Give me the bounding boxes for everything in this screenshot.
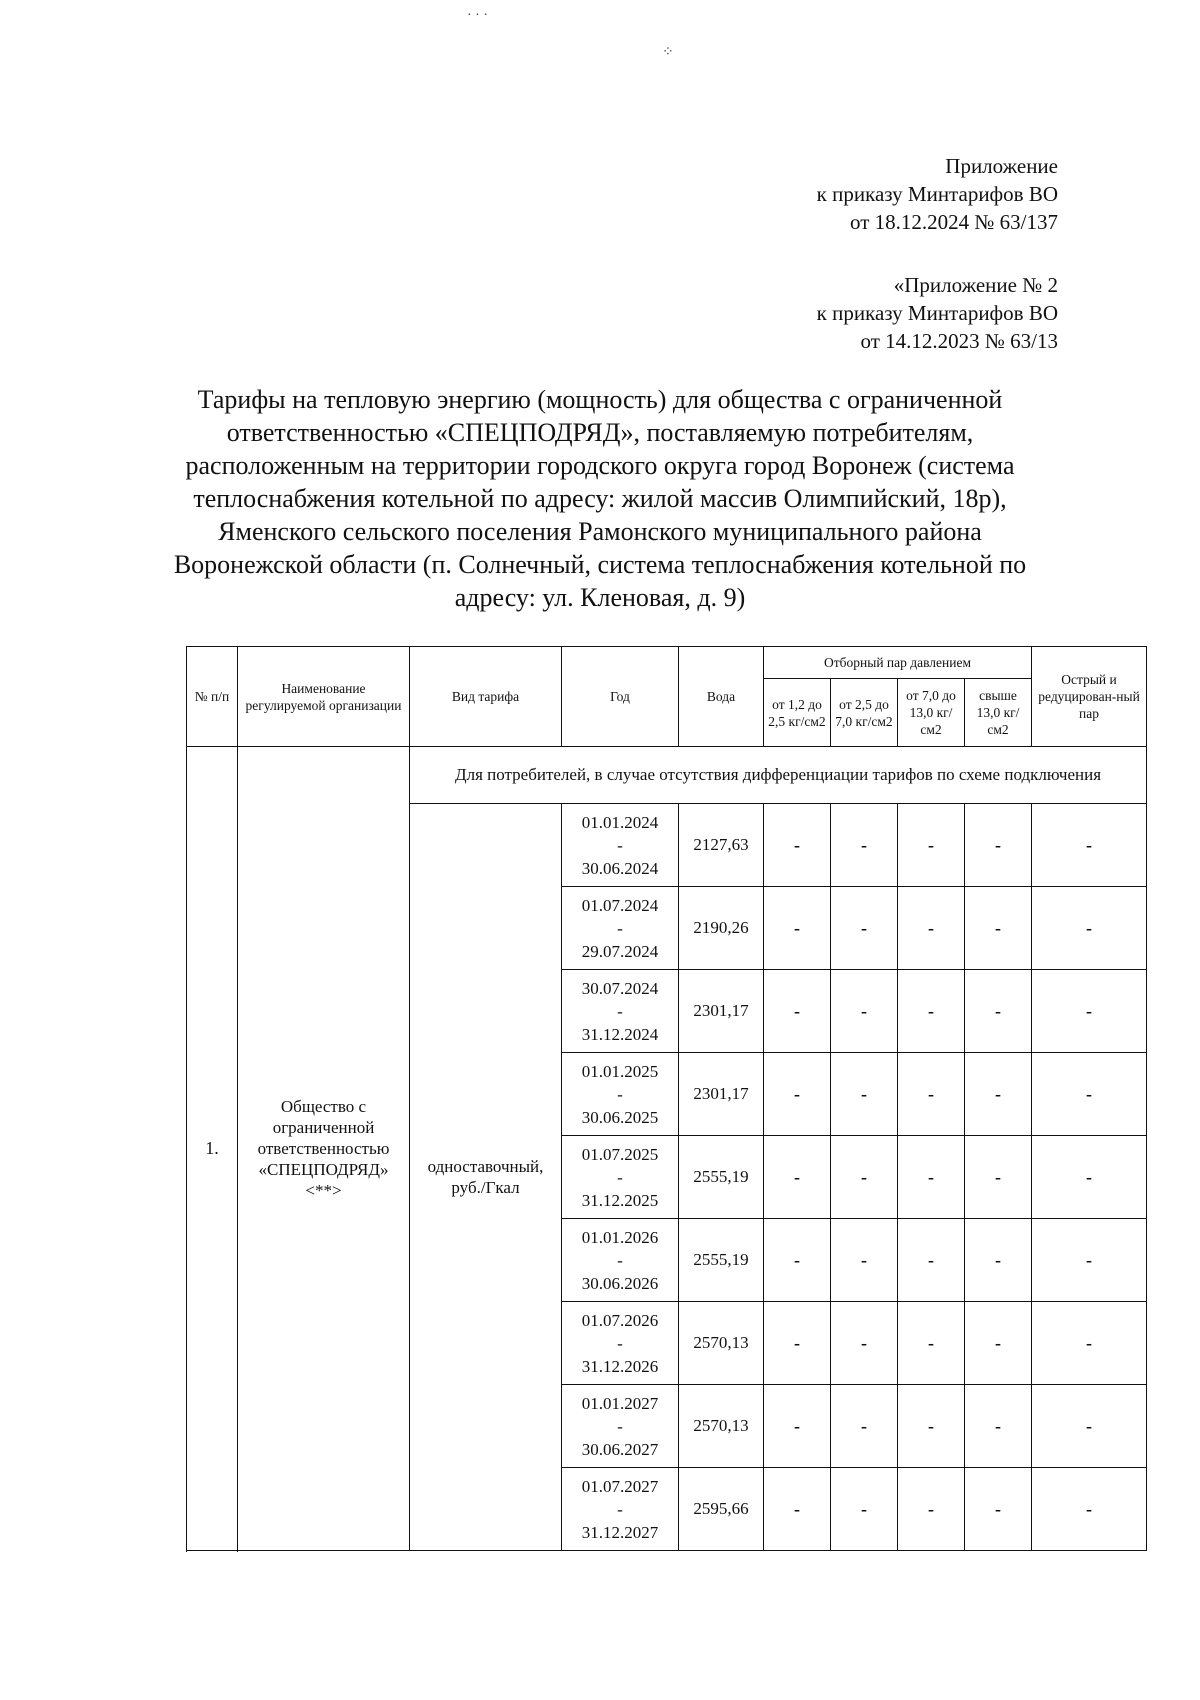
header-org: Наименование регулируемой организации bbox=[238, 647, 410, 747]
period-sep: - bbox=[617, 1084, 623, 1104]
empty-tariff-dash: - bbox=[831, 887, 898, 970]
water-tariff: 2301,17 bbox=[679, 1053, 764, 1136]
header-pressure-4: свыше 13,0 кг/см2 bbox=[965, 679, 1032, 747]
period-to: 31.12.2025 bbox=[581, 1190, 659, 1210]
appendix-reference bbox=[817, 271, 1058, 355]
period-cell bbox=[562, 1302, 679, 1385]
empty-tariff-dash: - bbox=[831, 970, 898, 1053]
header-pressure-1: от 1,2 до 2,5 кг/см2 bbox=[764, 679, 831, 747]
title-line: адресу: ул. Кленовая, д. 9) bbox=[454, 583, 746, 612]
header-kind: Вид тарифа bbox=[410, 647, 562, 747]
period-to: 31.12.2027 bbox=[581, 1522, 659, 1542]
empty-tariff-dash: - bbox=[898, 1136, 965, 1219]
empty-tariff-dash: - bbox=[831, 804, 898, 887]
empty-tariff-dash: - bbox=[764, 1053, 831, 1136]
header-year: Год bbox=[562, 647, 679, 747]
row-number: 1. bbox=[187, 747, 238, 1551]
period-sep: - bbox=[617, 1250, 623, 1270]
empty-tariff-dash: - bbox=[898, 1468, 965, 1551]
period-to: 30.06.2026 bbox=[581, 1273, 659, 1293]
period-cell bbox=[562, 887, 679, 970]
period-sep: - bbox=[617, 1001, 623, 1021]
period-sep: - bbox=[617, 1167, 623, 1187]
document-title bbox=[160, 383, 1040, 614]
period-from: 01.01.2027 bbox=[581, 1393, 659, 1413]
period-sep: - bbox=[617, 835, 623, 855]
appendix-ref-line-1: «Приложение № 2 bbox=[893, 273, 1058, 297]
empty-tariff-dash: - bbox=[1032, 887, 1147, 970]
period-from: 30.07.2024 bbox=[581, 978, 659, 998]
header-steam-group: Отборный пар давлением bbox=[764, 647, 1032, 679]
empty-tariff-dash: - bbox=[1032, 1385, 1147, 1468]
period-from: 01.07.2026 bbox=[581, 1310, 659, 1330]
period-from: 01.07.2027 bbox=[581, 1476, 659, 1496]
period-sep: - bbox=[617, 1333, 623, 1353]
period-sep: - bbox=[617, 1499, 623, 1519]
empty-tariff-dash: - bbox=[965, 1385, 1032, 1468]
period-cell bbox=[562, 1053, 679, 1136]
period-from: 01.01.2025 bbox=[581, 1061, 659, 1081]
empty-tariff-dash: - bbox=[831, 1385, 898, 1468]
empty-tariff-dash: - bbox=[898, 1302, 965, 1385]
empty-tariff-dash: - bbox=[831, 1136, 898, 1219]
title-line: расположенным на территории городского округа город Воронеж (система bbox=[185, 451, 1015, 480]
tariff-table bbox=[186, 646, 1147, 1551]
period-cell bbox=[562, 1219, 679, 1302]
period-to: 30.06.2025 bbox=[581, 1107, 659, 1127]
water-tariff: 2127,63 bbox=[679, 804, 764, 887]
appendix-ref-line-2: к приказу Минтарифов ВО bbox=[816, 301, 1058, 325]
empty-tariff-dash: - bbox=[965, 1053, 1032, 1136]
empty-tariff-dash: - bbox=[898, 887, 965, 970]
period-from: 01.01.2024 bbox=[581, 812, 659, 832]
water-tariff: 2301,17 bbox=[679, 970, 764, 1053]
empty-tariff-dash: - bbox=[965, 1219, 1032, 1302]
empty-tariff-dash: - bbox=[764, 1136, 831, 1219]
empty-tariff-dash: - bbox=[1032, 1468, 1147, 1551]
header-sharp-steam: Острый и редуцирован-ный пар bbox=[1032, 647, 1147, 747]
empty-tariff-dash: - bbox=[764, 804, 831, 887]
scan-speck: · · · bbox=[467, 8, 488, 23]
header-pressure-2: от 2,5 до 7,0 кг/см2 bbox=[831, 679, 898, 747]
empty-tariff-dash: - bbox=[831, 1053, 898, 1136]
empty-tariff-dash: - bbox=[898, 1053, 965, 1136]
empty-tariff-dash: - bbox=[898, 1385, 965, 1468]
period-to: 30.06.2027 bbox=[581, 1439, 659, 1459]
empty-tariff-dash: - bbox=[764, 1219, 831, 1302]
empty-tariff-dash: - bbox=[764, 887, 831, 970]
empty-tariff-dash: - bbox=[898, 1219, 965, 1302]
empty-tariff-dash: - bbox=[898, 970, 965, 1053]
empty-tariff-dash: - bbox=[764, 970, 831, 1053]
empty-tariff-dash: - bbox=[764, 1468, 831, 1551]
empty-tariff-dash: - bbox=[965, 970, 1032, 1053]
period-to: 31.12.2024 bbox=[581, 1024, 659, 1044]
empty-tariff-dash: - bbox=[831, 1219, 898, 1302]
period-from: 01.07.2025 bbox=[581, 1144, 659, 1164]
water-tariff: 2570,13 bbox=[679, 1302, 764, 1385]
title-line: теплоснабжения котельной по адресу: жилой массив Олимпийский, 18р), bbox=[193, 484, 1007, 513]
period-sep: - bbox=[617, 918, 623, 938]
empty-tariff-dash: - bbox=[831, 1302, 898, 1385]
appendix-line-2: к приказу Минтарифов ВО bbox=[816, 182, 1058, 206]
period-to: 29.07.2024 bbox=[581, 941, 659, 961]
title-line: Тарифы на тепловую энергию (мощность) для общества с ограниченной bbox=[197, 385, 1003, 414]
empty-tariff-dash: - bbox=[1032, 1302, 1147, 1385]
water-tariff: 2555,19 bbox=[679, 1136, 764, 1219]
header-water: Вода bbox=[679, 647, 764, 747]
title-line: ответственностью «СПЕЦПОДРЯД», поставляемую потребителям, bbox=[226, 418, 974, 447]
period-from: 01.07.2024 bbox=[581, 895, 659, 915]
header-num: № п/п bbox=[187, 647, 238, 747]
period-sep: - bbox=[617, 1416, 623, 1436]
title-line: Воронежской области (п. Солнечный, система теплоснабжения котельной по bbox=[173, 550, 1027, 579]
empty-tariff-dash: - bbox=[1032, 1136, 1147, 1219]
empty-tariff-dash: - bbox=[1032, 804, 1147, 887]
empty-tariff-dash: - bbox=[764, 1385, 831, 1468]
condition-row: Для потребителей, в случае отсутствия дифференциации тарифов по схеме подключения bbox=[410, 747, 1147, 804]
empty-tariff-dash: - bbox=[965, 804, 1032, 887]
period-to: 31.12.2026 bbox=[581, 1356, 659, 1376]
appendix-line-1: Приложение bbox=[945, 154, 1058, 178]
appendix-line-3: от 18.12.2024 № 63/137 bbox=[849, 210, 1058, 234]
empty-tariff-dash: - bbox=[1032, 1053, 1147, 1136]
water-tariff: 2595,66 bbox=[679, 1468, 764, 1551]
scan-speck: ⁘ bbox=[662, 45, 674, 60]
water-tariff: 2555,19 bbox=[679, 1219, 764, 1302]
water-tariff: 2190,26 bbox=[679, 887, 764, 970]
water-tariff: 2570,13 bbox=[679, 1385, 764, 1468]
empty-tariff-dash: - bbox=[965, 1302, 1032, 1385]
empty-tariff-dash: - bbox=[965, 1136, 1032, 1219]
period-cell bbox=[562, 1136, 679, 1219]
organization-name: Общество с ограниченной ответственностью «СПЕЦПОДРЯД» <**> bbox=[238, 747, 410, 1551]
appendix-header bbox=[817, 152, 1058, 236]
empty-tariff-dash: - bbox=[965, 1468, 1032, 1551]
empty-tariff-dash: - bbox=[965, 887, 1032, 970]
empty-tariff-dash: - bbox=[764, 1302, 831, 1385]
appendix-ref-line-3: от 14.12.2023 № 63/13 bbox=[860, 329, 1058, 353]
period-cell bbox=[562, 1468, 679, 1551]
empty-tariff-dash: - bbox=[898, 804, 965, 887]
empty-tariff-dash: - bbox=[831, 1468, 898, 1551]
period-from: 01.01.2026 bbox=[581, 1227, 659, 1247]
period-cell bbox=[562, 970, 679, 1053]
empty-tariff-dash: - bbox=[1032, 970, 1147, 1053]
empty-tariff-dash: - bbox=[1032, 1219, 1147, 1302]
period-cell bbox=[562, 804, 679, 887]
period-cell bbox=[562, 1385, 679, 1468]
header-pressure-3: от 7,0 до 13,0 кг/см2 bbox=[898, 679, 965, 747]
title-line: Яменского сельского поселения Рамонского муниципального района bbox=[218, 517, 982, 546]
tariff-kind: одноставочный, руб./Гкал bbox=[410, 804, 562, 1551]
period-to: 30.06.2024 bbox=[581, 858, 659, 878]
